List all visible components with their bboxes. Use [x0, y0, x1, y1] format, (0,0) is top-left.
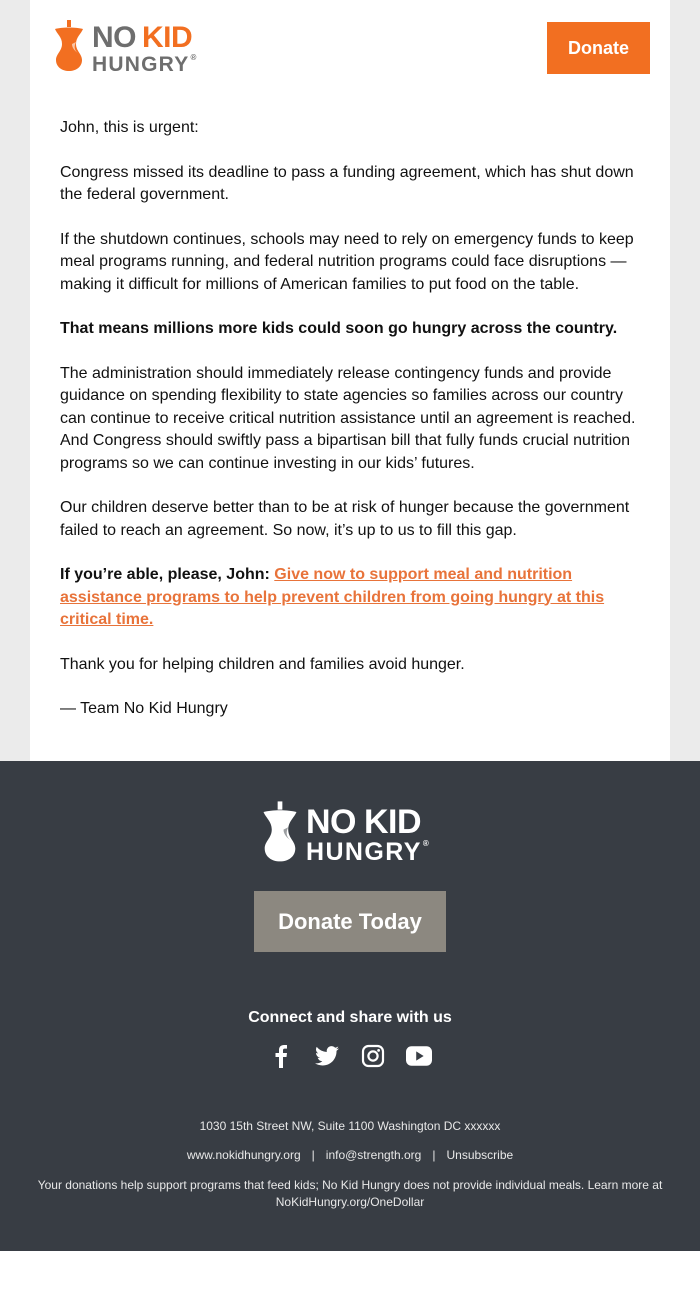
connect-heading: Connect and share with us [248, 1009, 452, 1026]
paragraph-call-to-action [60, 564, 642, 632]
link-separator: | [432, 1148, 436, 1162]
paragraph-thanks: Thank you for helping children and families avoid hunger. [60, 655, 465, 673]
footer-logo[interactable] [260, 801, 430, 868]
logo-word-hungry: HUNGRY [92, 52, 190, 76]
email-footer [0, 761, 700, 1251]
cta-lead: If you’re able, please, John: [60, 566, 270, 583]
paragraph-shutdown: If the shutdown continues, schools may need to rely on emergency funds to keep meal programs running, and federal nutrition programs could face disruptions — making it difficult for millions of American families to put food on the table. [60, 230, 634, 293]
link-separator: | [311, 1148, 315, 1162]
social-links [0, 1043, 700, 1069]
instagram-icon[interactable] [360, 1043, 386, 1069]
apple-core-icon [260, 801, 300, 868]
greeting: John, this is urgent: [60, 119, 199, 136]
signoff: — Team No Kid Hungry [60, 700, 228, 717]
email-body [60, 117, 642, 743]
paragraph-deadline: Congress missed its deadline to pass a funding agreement, which has shut down the federal government. [60, 163, 634, 203]
no-kid-hungry-logo[interactable] [52, 20, 198, 77]
mailing-address: 1030 15th Street NW, Suite 1100 Washington DC xxxxxx [199, 1119, 501, 1133]
paragraph-administration: The administration should immediately release contingency funds and provide guidance on spending flexibility to state agencies so families across our country can continue to receive critical nutrition assistance until an agreement is reached. And Congress should swiftly pass a bipartisan bill that fully funds crucial nutrition programs so we can continue investing in our kids’ futures. [60, 364, 636, 472]
unsubscribe-link[interactable]: Unsubscribe [446, 1148, 514, 1162]
logo-word-no: NO [92, 20, 136, 54]
email-header [30, 0, 670, 100]
donate-button[interactable]: Donate [547, 22, 650, 74]
youtube-icon[interactable] [406, 1043, 432, 1069]
donate-today-button[interactable]: Donate Today [254, 891, 446, 952]
give-now-link[interactable]: Give now to support meal and nutrition assistance programs to help prevent children from going hungry at this critical time. [60, 566, 605, 628]
logo-word-hungry: HUNGRY [306, 837, 422, 866]
twitter-icon[interactable] [314, 1043, 340, 1069]
registered-mark: ® [422, 838, 431, 848]
logo-word-no: NO [306, 802, 356, 841]
email-card [30, 0, 670, 761]
donation-disclaimer: Your donations help support programs that feed kids; No Kid Hungry does not provide individual meals. Learn more at NoKidHungry.org/OneDollar [37, 1178, 663, 1209]
footer-links [0, 1148, 700, 1162]
logo-word-kid: KID [142, 20, 193, 54]
apple-core-icon [52, 20, 86, 77]
facebook-icon[interactable] [268, 1043, 294, 1069]
logo-word-kid: KID [364, 802, 422, 841]
registered-mark: ® [190, 52, 198, 62]
paragraph-children: Our children deserve better than to be at risk of hunger because the government failed to reach an agreement. So now, it’s up to us to fill this gap. [60, 499, 630, 539]
paragraph-emphasis: That means millions more kids could soon go hungry across the country. [60, 320, 618, 337]
email-link[interactable]: info@strength.org [325, 1148, 422, 1162]
website-link[interactable]: www.nokidhungry.org [186, 1148, 301, 1162]
